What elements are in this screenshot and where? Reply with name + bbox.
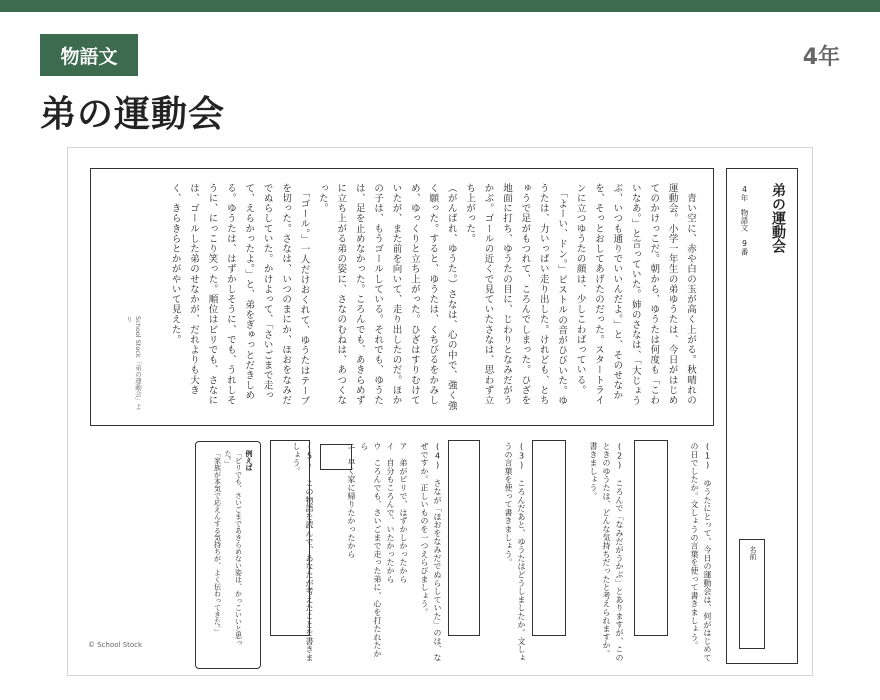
question-1: (1) ゆうたにとって、今日の運動会は、何がはじめての日でしたか。文しょうの言葉を使って書きましょう。 [690, 442, 712, 662]
name-field[interactable] [739, 539, 765, 649]
question-4: (4) さなが「ほおをなみだでぬらしていた」のは、なぜですか。正しいものを一つえらびましょう。 [420, 442, 442, 662]
story-paragraph: （がんばれ、ゆうた。）さなは、心の中で、強く強く願った。すると、ゆうたは、くちびるをかみしめ、ゆっくりと立ち上がった。ひざはすりむけていたが、また前を向いて、走り出したのだ。ほかの子は、もうゴールしている。それでも、ゆうたは、足を止めなかった。ころんでも、あきらめずに立ち上がる弟の姿に、さなのむねは、あつくなった。 [316, 183, 457, 411]
question-3: (3) ころんだあと、ゆうたはどうしましたか。文しょうの言葉を使って書きましょう。 [504, 442, 526, 662]
hint-line: 「ビリでも、さいごまであきらめない姿は、かっこいいと思った。」 [224, 450, 243, 646]
question-2: (2) ころんで「なみだがうかぶ」とありますが、このときのゆうたは、どんな気持ちだったと考えられますか。書きましょう。 [589, 442, 624, 662]
worksheet-header [726, 168, 798, 664]
worksheet-subtitle: 4年 物語文 9番 [740, 185, 749, 256]
choice-i: イ 自分もころんで、いたかったから [386, 442, 395, 584]
question-5: (5) この物語を読んで、あなたが考えたことを書きましょう。 [292, 442, 314, 662]
questions-area [90, 436, 714, 664]
hint-text [212, 450, 254, 660]
answer-box-4[interactable] [320, 444, 352, 470]
story-text [103, 183, 699, 413]
story-paragraph: 「ゴール。」一人だけおくれて、ゆうたはテープを切った。さなは、いつのまにか、ほおをなみだでぬらしていた。かけよって、「さいごまで走って、えらかったよ。」と、弟をぎゅっとだきしめる。ゆうたは、はずかしそうに、でも、うれしそうに、にっこり笑った。順位はビリでも、さなには、ゴールした弟のせなかが、だれよりも大きく、きらきらとかがやいて見えた。 [169, 183, 310, 406]
worksheet-preview[interactable] [67, 147, 813, 676]
worksheet-title: 弟の運動会 [770, 183, 786, 253]
copyright: © School Stock [88, 641, 143, 649]
story-paragraph: 青い空に、赤や白の玉が高く上がる。秋晴れの運動会。小学一年生の弟ゆうたは、今日がはじめてのかけっこだ。朝から、ゆうたは何度も「こわいなあ。」と言っていた。姉のさなは、「大じょうぶ、いつも通りでいいんだよ。」と、そのせなかを、そっとおしてあげたのだった。スタートラインに立つゆうたの顔は、少しこわばっている。 [574, 183, 696, 406]
source-credit: School Stock「弟の運動会」より [125, 316, 142, 410]
category-badge: 物語文 [40, 34, 138, 76]
answer-box-5[interactable] [270, 440, 310, 636]
name-label: 名前 [749, 546, 757, 560]
hint-line: 「家族が本気で応えんする気持ちが、よく伝わってきた。」 [213, 450, 222, 636]
page-title: 弟の運動会 [40, 94, 226, 135]
story-block [90, 168, 714, 426]
top-accent-bar [0, 0, 880, 12]
choice-e: エ 早く家に帰りたかったから [347, 442, 356, 559]
answer-box-1[interactable] [634, 440, 668, 636]
answer-box-3[interactable] [448, 440, 480, 636]
grade-label: 4年 [802, 45, 840, 70]
choice-u: ウ ころんでも、さいごまで走った弟に、心を打たれたから [360, 442, 382, 658]
story-paragraph: 「よーい、ドン。」ピストルの音がひびいた。ゆうたは、力いっぱい走り出した。けれども、とちゅうで足がもつれて、ころんでしまった。ひざを地面に打ち、ゆうたの目に、じわりとなみだがうかぶ。ゴールの近くで見ていたさなは、思わず立ち上がった。 [464, 183, 568, 406]
question-4-choices [347, 442, 410, 662]
hint-title: 例えば [245, 450, 253, 471]
choice-a: ア 弟がビリで、はずかしかったから [399, 442, 408, 584]
hint-box [195, 441, 261, 669]
answer-box-2[interactable] [532, 440, 566, 636]
